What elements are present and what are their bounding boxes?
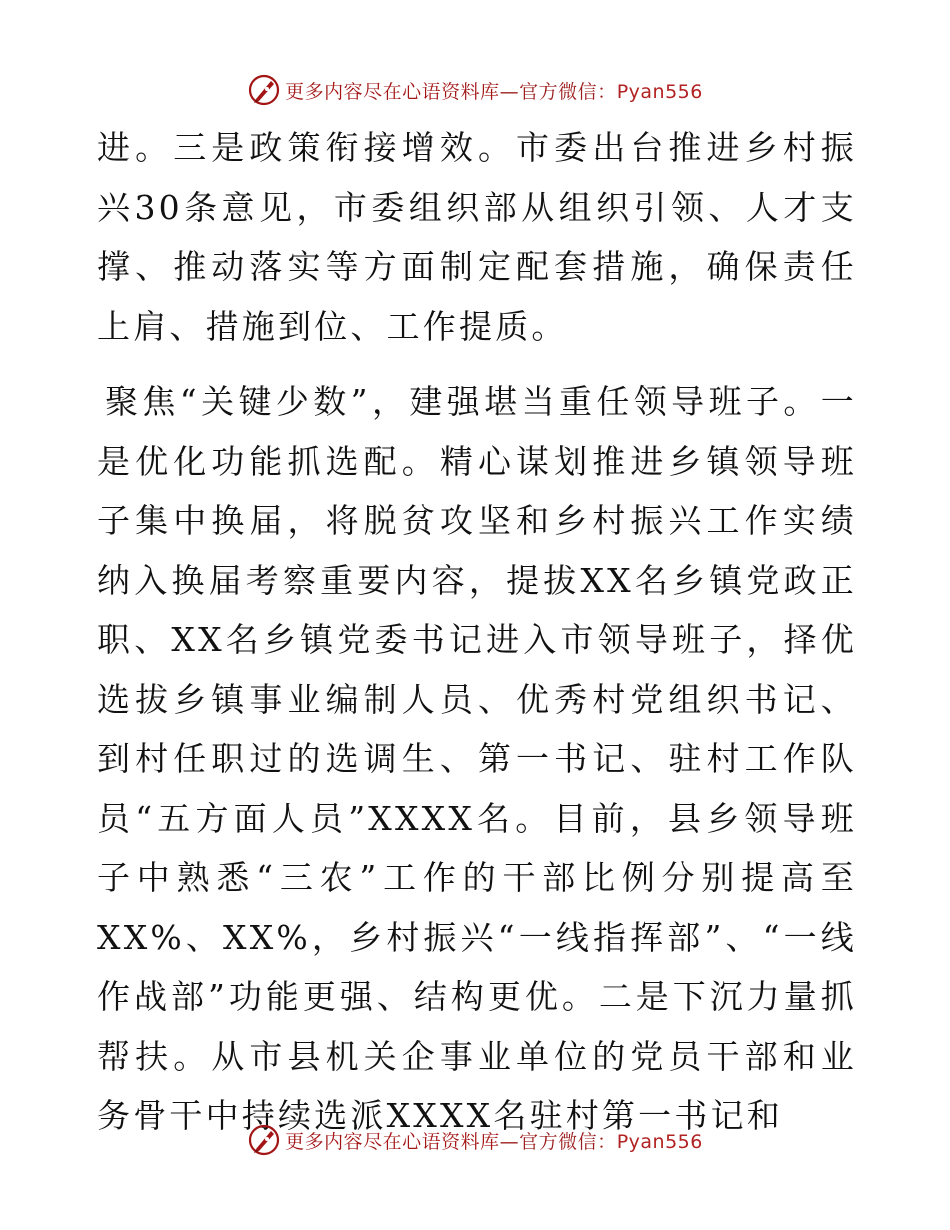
document-body [97, 118, 857, 1146]
footer-watermark-dash: — [499, 1130, 520, 1153]
header-watermark-label: 官方微信： [519, 80, 617, 103]
footer-watermark-main: 更多内容尽在心语资料库 [285, 1130, 500, 1153]
paragraph-2: 聚焦“关键少数”，建强堪当重任领导班子。一是优化功能抓选配。精心谋划推进乡镇领导班子集中换届，将脱贫攻坚和乡村振兴工作实绩纳入换届考察重要内容，提拔XX名乡镇党政正职、XX名乡镇党委书记进入市领导班子，择优选拔乡镇事业编制人员、优秀村党组织书记、到村任职过的选调生、第一书记、驻村工作队员“五方面人员”XXXX名。目前，县乡领导班子中熟悉“三农”工作的干部比例分别提高至XX%、XX%，乡村振兴“一线指挥部”、“一线作战部”功能更强、结构更优。二是下沉力量抓帮扶。从市县机关企事业单位的党员干部和业务骨干中持续选派XXXX名驻村第一书记和 [97, 382, 857, 1135]
header-watermark-main: 更多内容尽在心语资料库 [285, 80, 500, 103]
header-watermark-text [285, 77, 703, 104]
footer-watermark-id: Pyan556 [616, 1130, 703, 1153]
pen-logo-icon [247, 73, 281, 107]
header-watermark-id: Pyan556 [616, 80, 703, 103]
pen-logo-icon [247, 1123, 281, 1157]
header-watermark-dash: — [499, 80, 520, 103]
paragraph-1: 进。三是政策衔接增效。市委出台推进乡村振兴30条意见，市委组织部从组织引领、人才支撑、推动落实等方面制定配套措施，确保责任上肩、措施到位、工作提质。 [97, 128, 857, 346]
footer-watermark [0, 1120, 950, 1160]
footer-watermark-label: 官方微信： [519, 1130, 617, 1153]
footer-watermark-text [285, 1127, 703, 1154]
header-watermark [0, 70, 950, 110]
